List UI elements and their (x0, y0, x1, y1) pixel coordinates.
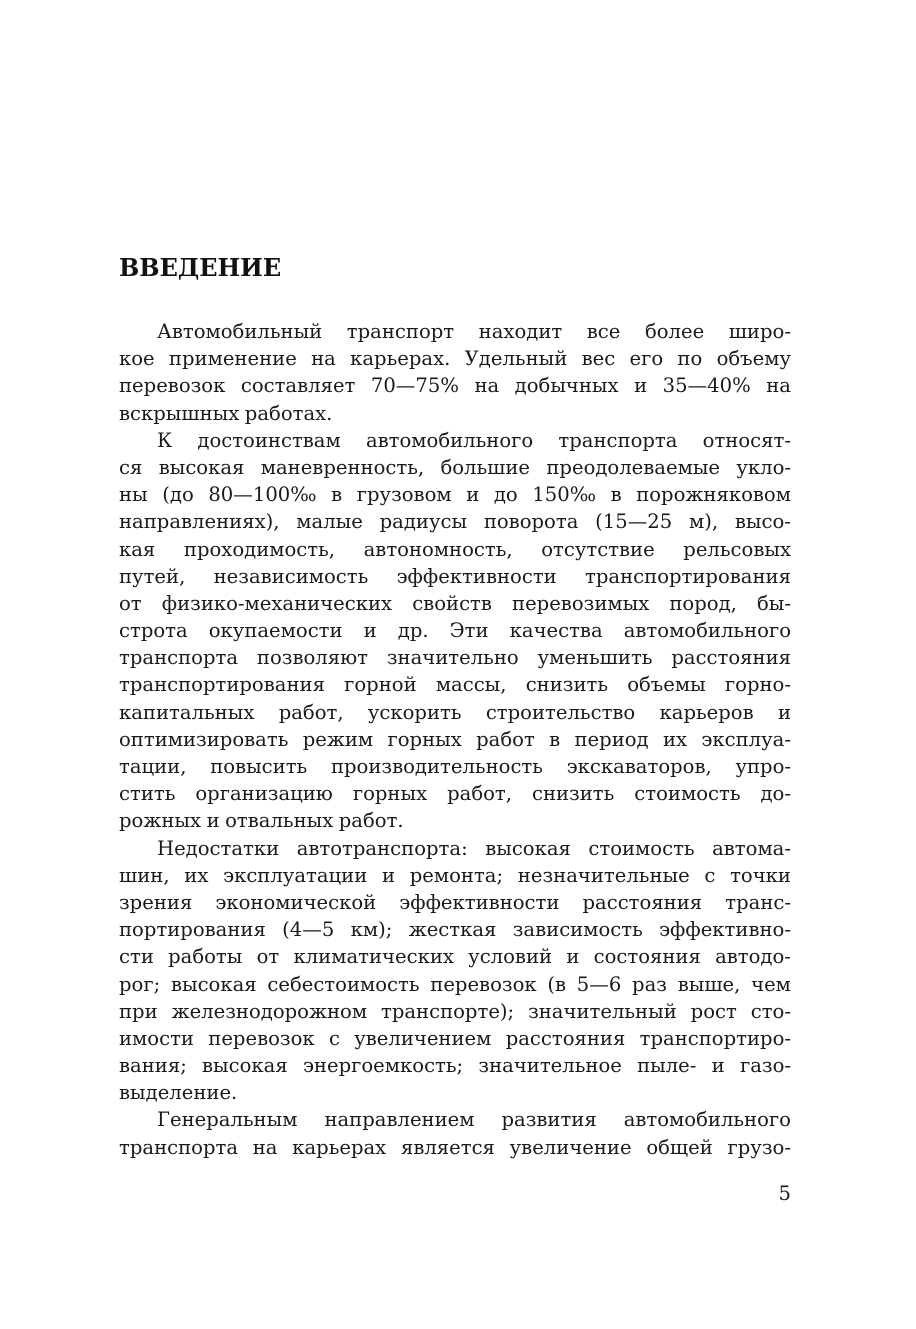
text-line: перевозок составляет 70—75% на добычных и 35—40% на (119, 374, 791, 398)
text-line: Генеральным направлением развития автомобильного (157, 1108, 791, 1132)
text-line: ны (до 80—100‰ в грузовом и до 150‰ в порожняковом (119, 483, 791, 507)
text-line: сти работы от климатических условий и состояния автодо- (119, 945, 791, 969)
text-line: капитальных работ, ускорить строительство карьеров и (119, 700, 791, 724)
text-line: выделение. (119, 1081, 238, 1105)
text-line: путей, независимость эффективности транспортирования (119, 564, 791, 588)
text-line: стить организацию горных работ, снизить стоимость до- (119, 782, 791, 806)
body-text (119, 318, 791, 1161)
text-line: от физико-механических свойств перевозимых пород, бы- (119, 591, 791, 615)
text-line: рожных и отвальных работ. (119, 809, 404, 833)
text-line: портирования (4—5 км); жесткая зависимость эффективно- (119, 918, 791, 942)
text-line: ся высокая маневренность, большие преодолеваемые укло- (119, 455, 791, 479)
text-line: кое применение на карьерах. Удельный вес его по объему (119, 347, 791, 371)
text-line: направлениях), малые радиусы поворота (15—25 м), высо- (119, 510, 791, 534)
text-line: строта окупаемости и др. Эти качества автомобильного (119, 619, 791, 643)
text-line: имости перевозок с увеличением расстояния транспортиро- (119, 1026, 791, 1050)
page-number: 5 (778, 1182, 791, 1205)
text-line: кая проходимость, автономность, отсутствие рельсовых (119, 537, 791, 561)
section-heading: ВВЕДЕНИЕ (119, 253, 282, 282)
text-line: транспорта позволяют значительно уменьшить расстояния (119, 646, 791, 670)
text-line: тации, повысить производительность экскаваторов, упро- (119, 755, 791, 778)
text-line: рог; высокая себестоимость перевозок (в 5—6 раз выше, чем (119, 972, 791, 996)
text-line: транспортирования горной массы, снизить объемы горно- (119, 673, 791, 697)
text-line: при железнодорожном транспорте); значительный рост сто- (119, 999, 791, 1023)
text-line: К достоинствам автомобильного транспорта относят- (157, 428, 791, 452)
text-line: Недостатки автотранспорта: высокая стоимость автома- (157, 836, 791, 860)
text-line: вскрышных работах. (119, 401, 333, 425)
text-line: оптимизировать режим горных работ в период их эксплуа- (119, 727, 791, 751)
text-line: транспорта на карьерах является увеличение общей грузо- (119, 1135, 791, 1159)
text-line: зрения экономической эффективности расстояния транс- (119, 890, 791, 914)
text-line: шин, их эксплуатации и ремонта; незначительные с точки (119, 863, 791, 887)
text-line: вания; высокая энергоемкость; значительное пыле- и газо- (119, 1054, 791, 1078)
text-line: Автомобильный транспорт находит все более широ- (157, 320, 791, 343)
